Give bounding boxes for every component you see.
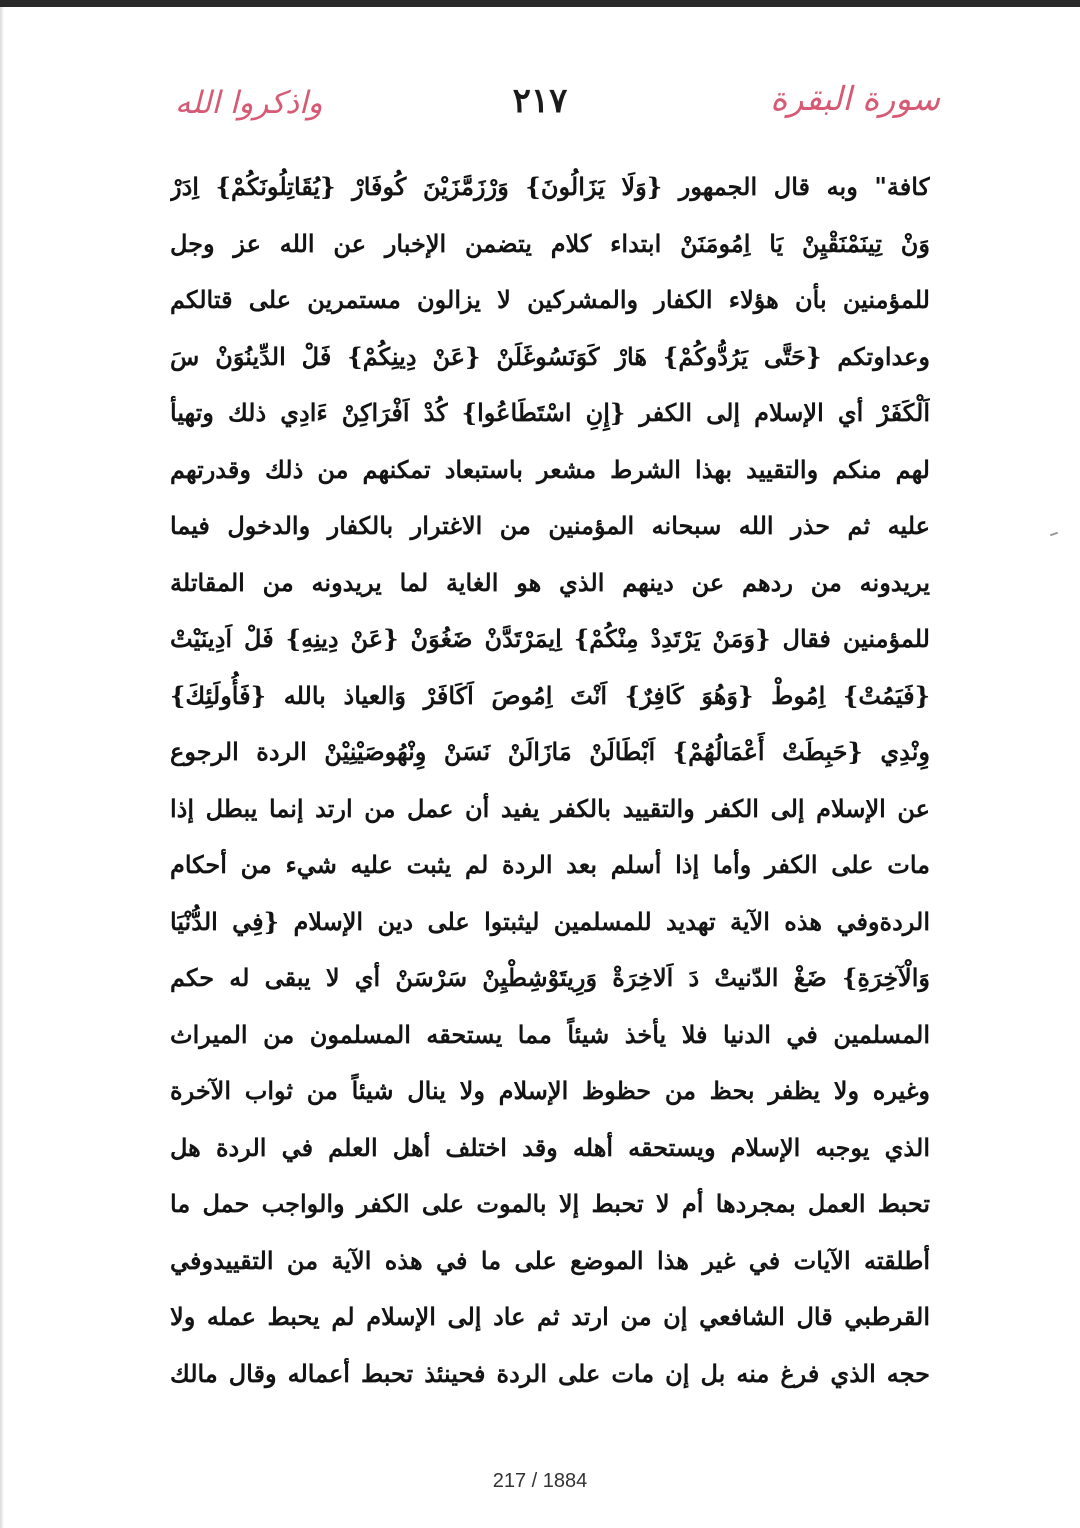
text-line: تحبط العمل بمجردها أم لا تحبط إلا بالموت على الكفر والواجب حمل ما <box>170 1189 930 1218</box>
text-line: أطلقته الآيات في غير هذا الموضع على ما في هذه الآية من التقييدوفي <box>170 1245 930 1275</box>
text-line: وعداوتكم {حَتَّى يَرُدُّوكُمْ} هَارْ كَوَنَسُوغَلَنْ {عَنْ دِينِكُمْ} فَلْ الدِّينُوَنْ سَ <box>170 341 930 371</box>
text-line: وغيره ولا يظفر بحظ من حظوظ الإسلام ولا ينال شيئاً من ثواب الآخرة <box>170 1076 930 1105</box>
text-line: عن الإسلام إلى الكفر والتقييد بالكفر يفيد أن عمل من ارتد إنما يبطل إذا <box>170 793 930 823</box>
text-line: وَالْآخِرَةِ} ضَغْ الدّنيتْ دَ اَلاخِرَةْ وَرِيتَوْشِطْيِنْ سَرْسَنْ أي لا يبقى له حكم <box>170 963 930 992</box>
text-line: الذي يوجبه الإسلام ويستحقه أهله وقد اختلف أهل العلم في الردة هل <box>170 1132 930 1162</box>
surah-name-annotation: سورة البقرة <box>770 79 940 118</box>
page-indicator: 217 / 1884 <box>492 1470 588 1492</box>
text-line: للمؤمنين بأن هؤلاء الكفار والمشركين لا يزالون مستمرين على قتالكم <box>170 285 930 314</box>
text-line: كافة" وبه قال الجمهور {وَلَا يَزَالُونَ} وَرْزَمَّزَيْنَ كُوفَارْ {يُقَاتِلُونَكُمْ} اِدَرْ <box>170 172 930 201</box>
text-line: اَلْكَفَرْ أي الإسلام إلى الكفر {إِنِ اسْتَطَاعُوا} كُدْ اَفْرَاكِنْ ءَادِي ذلك وتهيأ <box>170 398 930 427</box>
margin-mark <box>1050 532 1058 537</box>
page-number: ٢١٧ <box>512 81 568 121</box>
document-page <box>10 7 1070 1528</box>
text-line: وَنْ تِينَمْنَقْيِنْ يَا اِمُومَنَنْ ابتداء كلام يتضمن الإخبار عن الله عز وجل <box>170 228 930 258</box>
text-line: {فَيَمُتْ} اِمُوطْ {وَهُوَ كَافِرٌ} اَنْتَ اِمُوصَ اَكَافَرْ وَالعياذ بالله {فَأُولَئِكَ} <box>170 680 930 710</box>
text-line: يريدونه من ردهم عن دينهم الذي هو الغاية لما يريدونه من المقاتلة <box>170 567 930 597</box>
text-line: مات على الكفر وأما إذا أسلم بعد الردة لم يثبت عليه شيء من أحكام <box>170 850 930 879</box>
juz-annotation: واذكروا الله <box>175 85 323 121</box>
text-line: حجه الذي فرغ منه بل إن مات على الردة فحينئذ تحبط أعماله وقال مالك <box>170 1358 930 1388</box>
scan-left-edge <box>0 7 4 1528</box>
text-line: للمؤمنين فقال {وَمَنْ يَرْتَدِدْ مِنْكُمْ} اِيمَرْتَدَّنْ ضَغُوَنْ {عَنْ دِينِهِ} فَلْ اَدِينَيْتْ <box>170 624 930 653</box>
scan-top-border <box>0 0 1080 7</box>
body-text <box>170 159 930 1402</box>
text-line: القرطبي قال الشافعي إن من ارتد ثم عاد إلى الإسلام لم يحبط عمله ولا <box>170 1302 930 1331</box>
text-line: الردةوفي هذه الآية تهديد للمسلمين ليثبتوا على دين الإسلام {فِي الدُّنْيَا <box>170 906 930 936</box>
text-line: عليه ثم حذر الله سبحانه المؤمنين من الاغترار بالكفار والدخول فيما <box>170 511 930 540</box>
text-line: وِنْدِي {حَبِطَتْ أَعْمَالُهُمْ} اَبْطَالَنْ مَازَالَنْ نَسَنْ وِنْهُوصَيْنِيْنْ الردة الرجوع <box>170 737 930 766</box>
text-line: لهم منكم والتقييد بهذا الشرط مشعر باستبعاد تمكنهم من ذلك وقدرتهم <box>170 454 930 484</box>
text-line: المسلمين في الدنيا فلا يأخذ شيئاً مما يستحقه المسلمون من الميراث <box>170 1019 930 1049</box>
